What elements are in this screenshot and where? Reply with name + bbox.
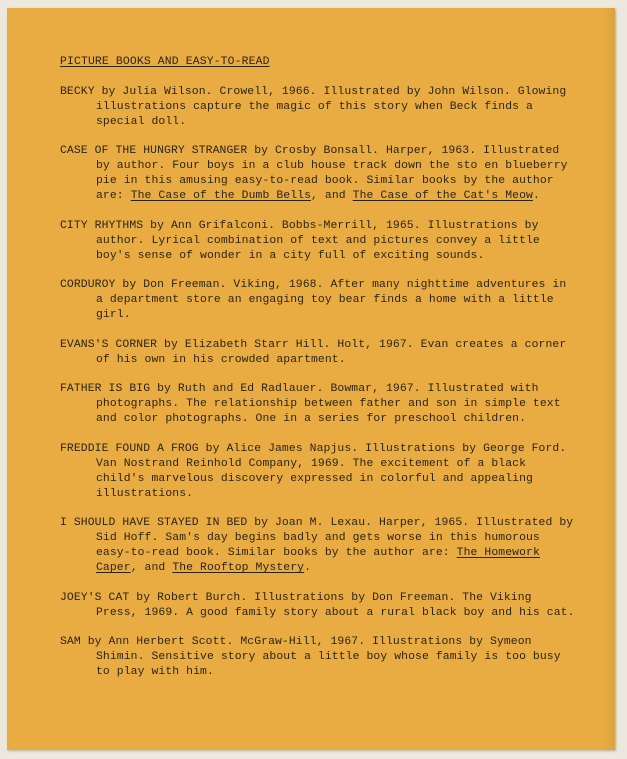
entry-text: SAM by Ann Herbert Scott. McGraw-Hill, 1967. Illustrations by Symeon Shimin. Sensitive story about a little boy whose family is too busy to play with him. <box>60 636 561 679</box>
entry-text: FATHER IS BIG by Ruth and Ed Radlauer. Bowmar, 1967. Illustrated with photographs. The relationship between father and son in simple text and color photographs. One in a series for preschool children. <box>60 383 561 426</box>
entry-end: . <box>532 190 540 203</box>
entry-text: EVANS'S CORNER by Elizabeth Starr Hill. Holt, 1967. Evan creates a corner of his own in his crowded apartment. <box>60 338 567 366</box>
entry-text: JOEY'S CAT by Robert Burch. Illustrations by Don Freeman. The Viking Press, 1969. A good family story about a rural black boy and his cat. <box>60 591 575 619</box>
entry-text: CITY RHYTHMS by Ann Grifalconi. Bobbs-Merrill, 1965. Illustrations by author. Lyrical combination of text and pictures convey a little boy's sense of wonder in a city full of exciting sounds. <box>60 219 540 262</box>
book-entry-city-rhythms <box>60 219 580 264</box>
document-page <box>7 8 615 750</box>
book-entry-joeys-cat <box>60 591 580 621</box>
page-edge-shadow <box>601 8 615 750</box>
book-entry-sam <box>60 635 580 680</box>
book-entry-evans-corner <box>60 338 580 368</box>
entry-text: CORDUROY by Don Freeman. Viking, 1968. After many nighttime adventures in a department store an engaging toy bear finds a home with a little girl. <box>60 279 567 322</box>
entry-text: I SHOULD HAVE STAYED IN BED by Joan M. Lexau. Harper, 1965. Illustrated by Sid Hoff. Sam's day begins badly and gets worse in this humorous easy-to-read book. Similar books by the author are: <box>60 517 574 560</box>
book-entry-freddie-found-a-frog <box>60 442 580 502</box>
entry-connector: , and <box>130 562 173 575</box>
section-heading: PICTURE BOOKS AND EASY-TO-READ <box>60 56 270 68</box>
related-title: The Case of the Dumb Bells <box>130 190 312 203</box>
entry-text: FREDDIE FOUND A FROG by Alice James Napjus. Illustrations by George Ford. Van Nostrand Reinhold Company, 1969. The excitement of a black child's marvelous discovery expressed in colorful and appealing illustrations. <box>60 443 567 500</box>
entry-end: . <box>304 562 312 575</box>
book-entry-case-of-the-hungry-stranger <box>60 144 580 204</box>
entry-connector: , and <box>311 190 353 203</box>
related-title: The Homework Caper <box>96 547 540 575</box>
book-entry-i-should-have-stayed-in-bed <box>60 516 580 576</box>
entry-text: BECKY by Julia Wilson. Crowell, 1966. Illustrated by John Wilson. Glowing illustrations capture the magic of this story when Beck finds a special doll. <box>60 85 567 128</box>
book-entry-father-is-big <box>60 382 580 427</box>
entry-text: CASE OF THE HUNGRY STRANGER by Crosby Bonsall. Harper, 1963. Illustrated by author. Four boys in a club house track down the sto en blueberry pie in this amusing easy-to-read book. Similar books by the author are: <box>60 145 568 203</box>
book-list <box>60 55 580 695</box>
related-title: The Case of the Cat's Meow <box>352 190 533 203</box>
book-entry-corduroy <box>60 278 580 323</box>
book-entry-becky <box>60 85 580 130</box>
related-title: The Rooftop Mystery <box>172 562 305 575</box>
